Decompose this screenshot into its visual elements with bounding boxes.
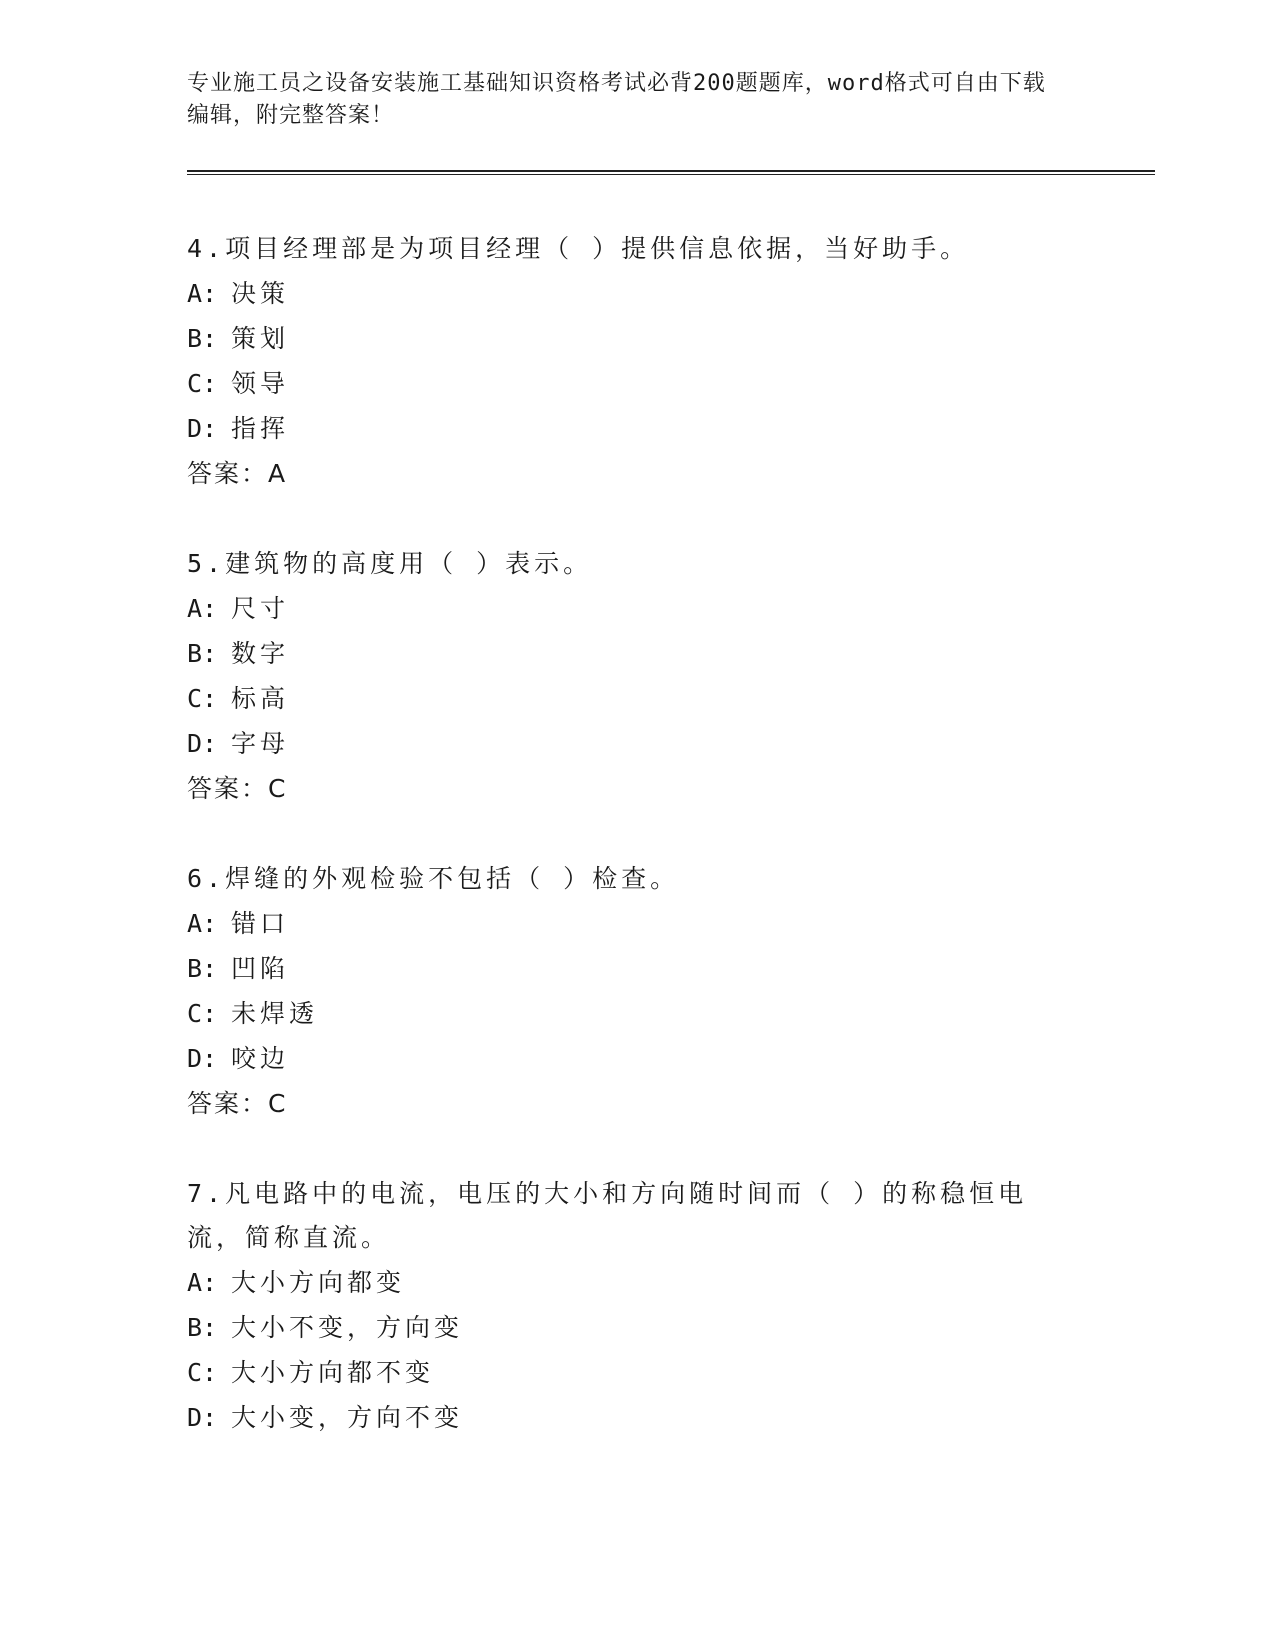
question-text: 6.焊缝的外观检验不包括（ ）检查。 [187, 864, 680, 893]
answer-line: 答案：C [187, 774, 288, 803]
option-letter: D: [187, 729, 218, 758]
option-d [187, 1036, 1147, 1081]
option-letter: A: [187, 279, 218, 308]
option-c [187, 991, 1147, 1036]
option-letter: C: [187, 999, 218, 1028]
option-text: 策划 [231, 324, 290, 353]
option-letter: C: [187, 369, 218, 398]
document-page [187, 68, 1147, 1486]
option-b [187, 946, 1147, 991]
option-letter: B: [187, 639, 218, 668]
option-d [187, 1395, 1147, 1440]
option-c [187, 1350, 1147, 1395]
option-a [187, 586, 1147, 631]
option-text: 指挥 [231, 414, 290, 443]
option-letter: A: [187, 594, 218, 623]
option-letter: D: [187, 414, 218, 443]
option-text: 未焊透 [231, 999, 319, 1028]
option-letter: A: [187, 909, 218, 938]
option-b [187, 1305, 1147, 1350]
option-text: 决策 [231, 279, 290, 308]
question-text: 4.项目经理部是为项目经理（ ）提供信息依据，当好助手。 [187, 234, 970, 263]
option-letter: A: [187, 1268, 218, 1297]
question-6 [187, 857, 1147, 1126]
option-text: 大小方向都变 [231, 1268, 406, 1297]
answer-line: 答案：C [187, 1089, 288, 1118]
option-text: 错口 [231, 909, 290, 938]
option-letter: D: [187, 1044, 218, 1073]
option-letter: B: [187, 324, 218, 353]
option-text: 大小变，方向不变 [231, 1403, 464, 1432]
option-d [187, 721, 1147, 766]
option-c [187, 676, 1147, 721]
option-b [187, 316, 1147, 361]
option-text: 数字 [231, 639, 290, 668]
option-letter: B: [187, 954, 218, 983]
option-a [187, 1260, 1147, 1305]
option-b [187, 631, 1147, 676]
option-text: 领导 [231, 369, 290, 398]
option-letter: C: [187, 1358, 218, 1387]
document-title: 专业施工员之设备安装施工基础知识资格考试必背200题题库，word格式可自由下载编辑，附完整答案！ [187, 71, 1046, 128]
question-text: 5.建筑物的高度用（ ）表示。 [187, 549, 593, 578]
question-4 [187, 227, 1147, 496]
option-text: 大小方向都不变 [231, 1358, 435, 1387]
option-text: 标高 [231, 684, 290, 713]
option-text: 咬边 [231, 1044, 290, 1073]
question-7 [187, 1172, 1147, 1440]
option-c [187, 361, 1147, 406]
option-letter: C: [187, 684, 218, 713]
option-text: 大小不变，方向变 [231, 1313, 464, 1342]
option-text: 凹陷 [231, 954, 290, 983]
question-text: 7.凡电路中的电流，电压的大小和方向随时间而（ ）的称稳恒电流，简称直流。 [187, 1179, 1028, 1252]
question-list [187, 227, 1147, 1440]
option-letter: B: [187, 1313, 218, 1342]
option-text: 尺寸 [231, 594, 290, 623]
option-text: 字母 [231, 729, 290, 758]
header-divider [187, 170, 1155, 175]
option-d [187, 406, 1147, 451]
answer-line: 答案：A [187, 459, 288, 488]
option-a [187, 271, 1147, 316]
question-5 [187, 542, 1147, 811]
option-a [187, 901, 1147, 946]
option-letter: D: [187, 1403, 218, 1432]
